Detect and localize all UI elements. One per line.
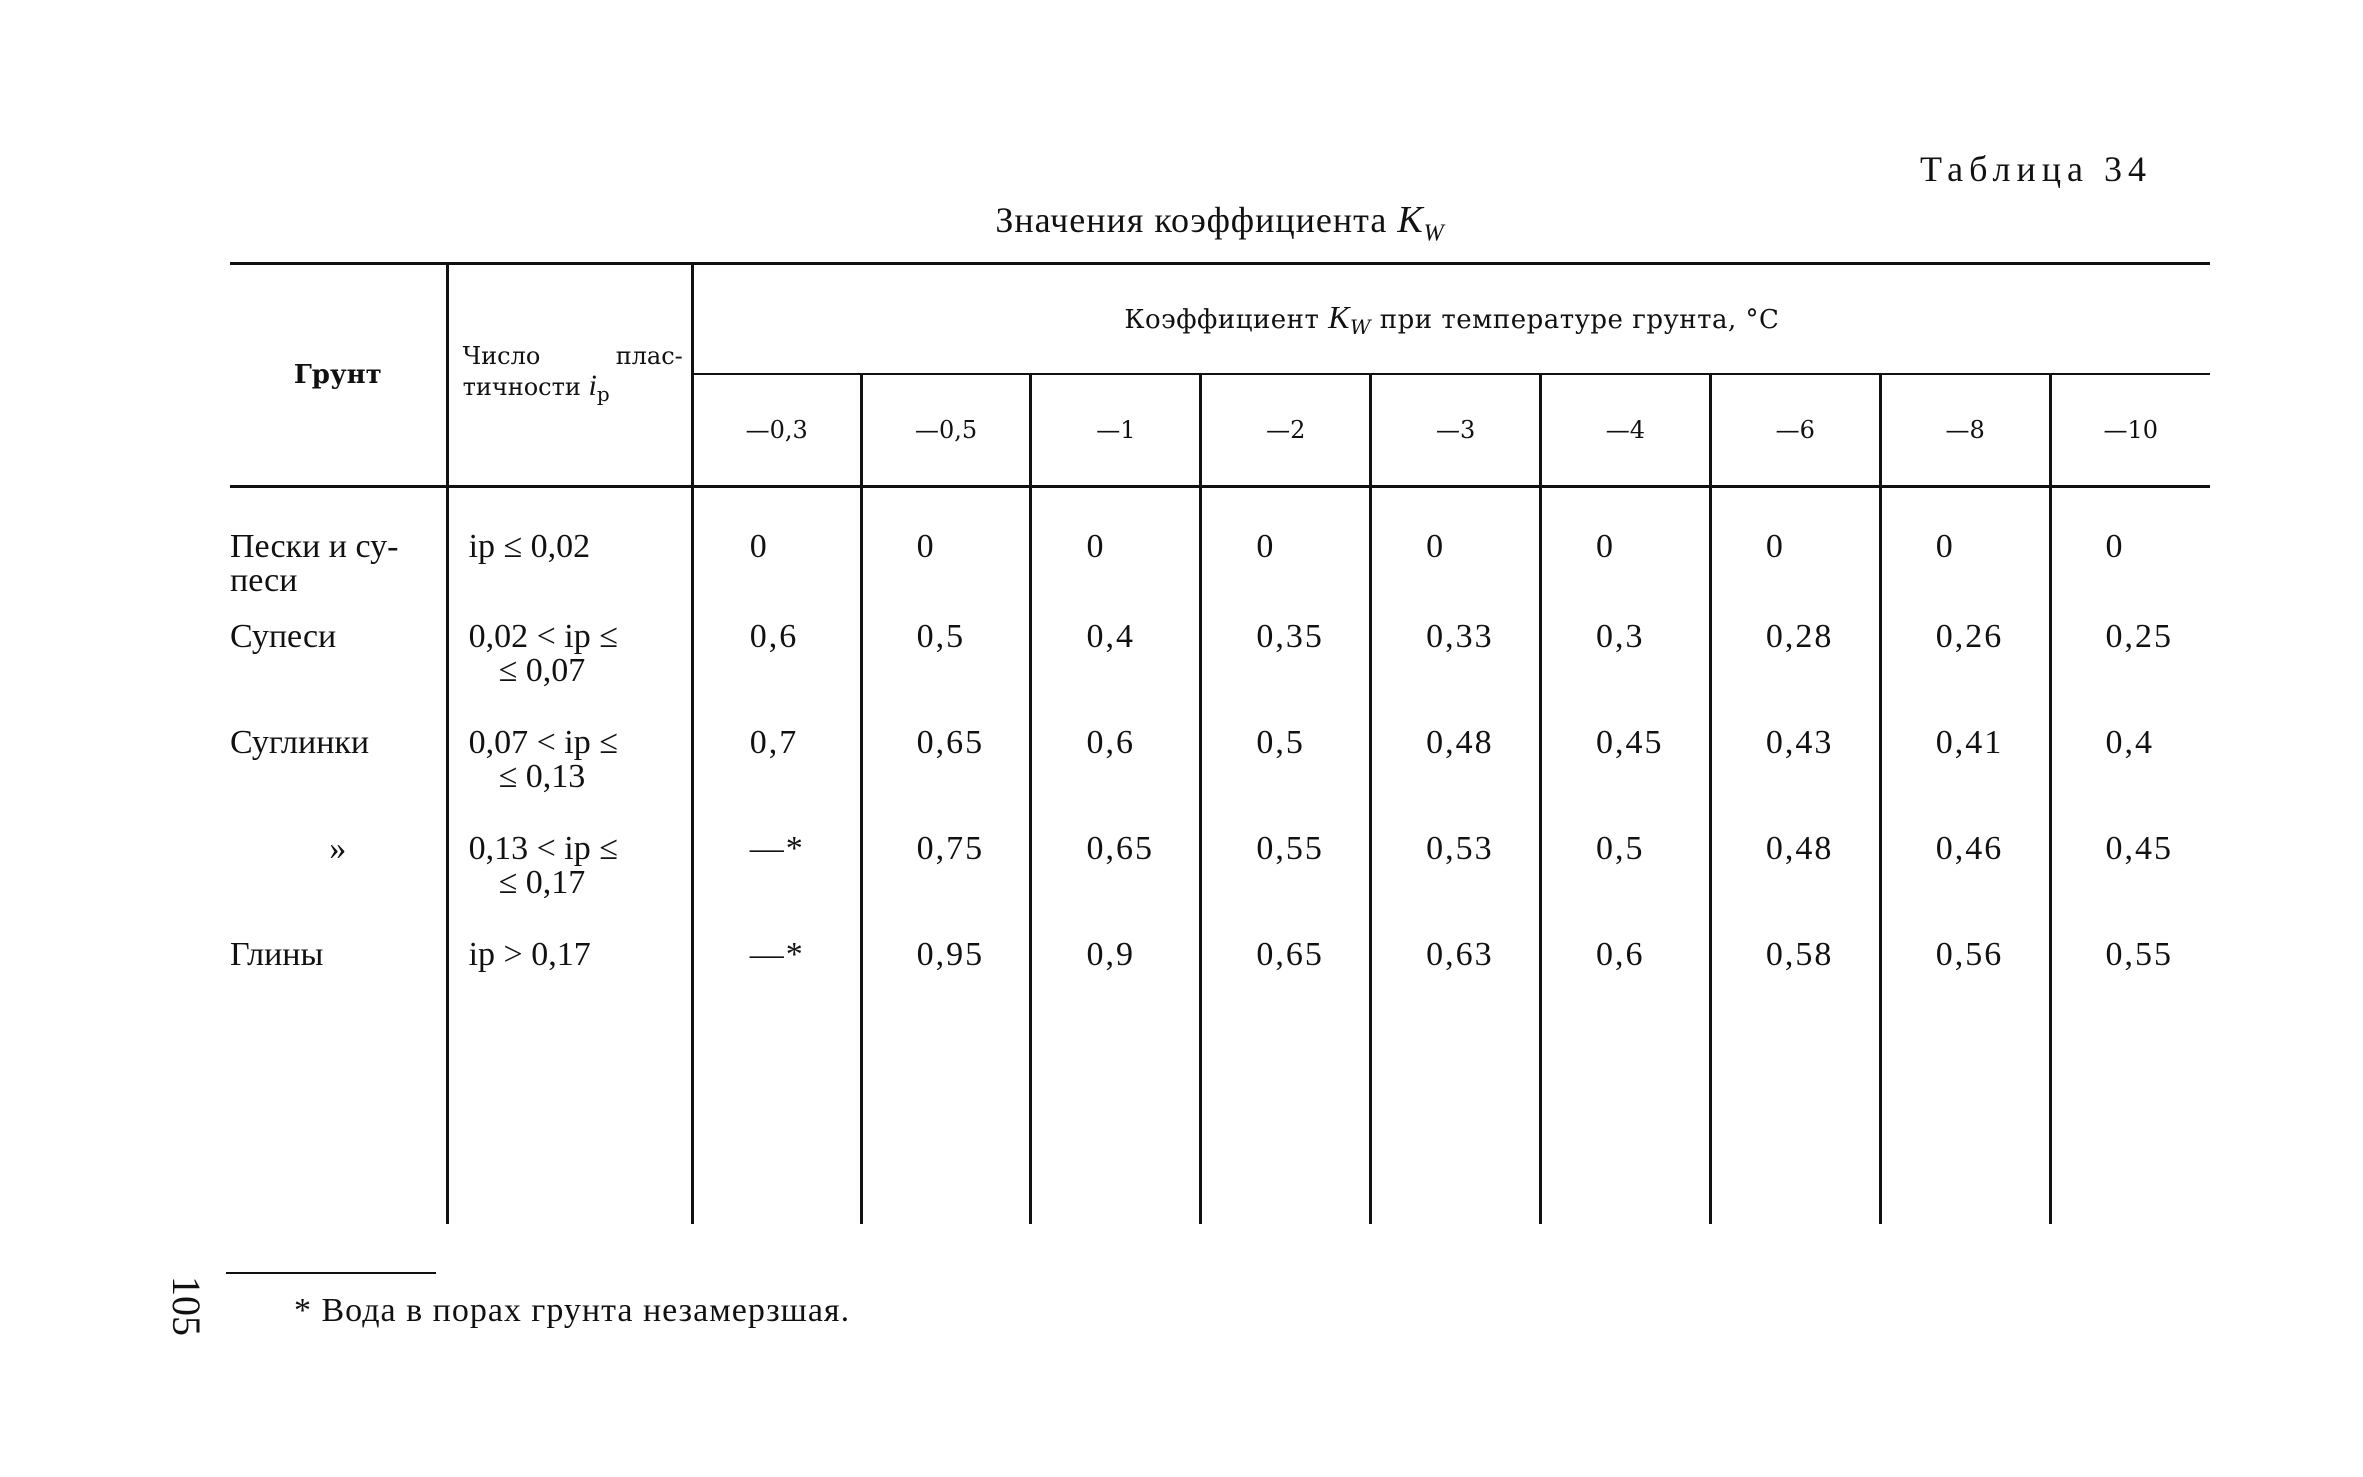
kw-symbol: $K_W$ <box>1397 199 1445 247</box>
cell-value: 0,43 <box>1710 726 1880 832</box>
cell-value: 0,45 <box>2105 830 2174 867</box>
cell-value: 0,65 <box>861 726 1031 832</box>
header-plasticity-line2: тичности <box>462 373 589 402</box>
header-temp-7: —8 <box>1880 374 2050 487</box>
cell-value: 0,56 <box>1880 938 2050 1044</box>
table-title <box>0 198 2363 248</box>
footnote-divider <box>226 1272 436 1274</box>
header-temp-2: —1 <box>1031 374 1201 487</box>
cell-value: 0,7 <box>692 726 861 832</box>
cell-soil: Глины <box>230 938 447 1044</box>
cell-empty <box>1201 1044 1371 1224</box>
cell-value: 0,65 <box>1031 832 1201 938</box>
header-plasticity-subscript: р <box>596 381 610 406</box>
cell-value: 0 <box>861 487 1031 621</box>
cell-empty <box>1031 1044 1201 1224</box>
cell-value: 0,33 <box>1371 620 1541 726</box>
header-soil: Грунт <box>230 264 447 487</box>
cell-value: —* <box>692 938 861 1044</box>
cell-empty <box>692 1044 861 1224</box>
table-row <box>230 726 2210 832</box>
cell-value: 0 <box>2105 528 2125 565</box>
header-temp-5: —4 <box>1541 374 1711 487</box>
cell-value: 0,5 <box>1201 726 1371 832</box>
cell-empty <box>1541 1044 1711 1224</box>
cell-value: 0,63 <box>1371 938 1541 1044</box>
cell-value: 0,46 <box>1880 832 2050 938</box>
table-row <box>230 832 2210 938</box>
cell-value: 0,48 <box>1710 832 1880 938</box>
cell-value: 0,6 <box>1031 726 1201 832</box>
cell-plasticity: 0,13 < iр ≤ ≤ 0,17 <box>447 832 692 938</box>
header-temp-0: —0,3 <box>692 374 861 487</box>
header-temp-3: —2 <box>1201 374 1371 487</box>
cell-soil: Пески и су- песи <box>230 487 447 621</box>
cell-value: 0,35 <box>1201 620 1371 726</box>
cell-empty <box>2050 1044 2210 1224</box>
cell-value: 0,45 <box>1541 726 1711 832</box>
cell-value: 0 <box>692 487 861 621</box>
cell-value: 0,55 <box>2105 936 2174 973</box>
page-number: 105 <box>164 1276 209 1336</box>
cell-empty <box>230 1044 447 1224</box>
coefficient-table <box>230 262 2210 1224</box>
table-row <box>230 487 2210 621</box>
header-temp-6: —6 <box>1710 374 1880 487</box>
header-temp-8: —10 <box>2050 374 2210 487</box>
cell-value: —* <box>692 832 861 938</box>
coefficient-table-wrapper <box>230 262 2210 1224</box>
cell-plasticity: iр ≤ 0,02 <box>447 487 692 621</box>
cell-plasticity: 0,07 < iр ≤ ≤ 0,13 <box>447 726 692 832</box>
cell-empty <box>1371 1044 1541 1224</box>
cell-value: 0,5 <box>861 620 1031 726</box>
cell-empty <box>1710 1044 1880 1224</box>
cell-value: 0,55 <box>1201 832 1371 938</box>
cell-value: 0,4 <box>2105 724 2155 761</box>
cell-value: 0,95 <box>861 938 1031 1044</box>
header-temperature-group: Коэффициент $K_W$ при температуре грунта, °С <box>692 264 2210 375</box>
header-plasticity <box>447 264 692 487</box>
cell-value: 0,28 <box>1710 620 1880 726</box>
cell-value: 0,26 <box>1880 620 2050 726</box>
cell-value: 0,25 <box>2105 618 2174 655</box>
cell-value: 0,4 <box>1031 620 1201 726</box>
table-title-text: Значения коэффициента <box>995 200 1398 240</box>
cell-value: 0,41 <box>1880 726 2050 832</box>
cell-value: 0,48 <box>1371 726 1541 832</box>
cell-plasticity: iр > 0,17 <box>447 938 692 1044</box>
cell-value: 0,6 <box>692 620 861 726</box>
cell-value: 0,3 <box>1541 620 1711 726</box>
cell-value: 0,5 <box>1541 832 1711 938</box>
cell-soil: Супеси <box>230 620 447 726</box>
cell-plasticity: 0,02 < iр ≤ ≤ 0,07 <box>447 620 692 726</box>
cell-value: 0,9 <box>1031 938 1201 1044</box>
cell-value: 0 <box>1541 487 1711 621</box>
cell-value: 0 <box>1710 487 1880 621</box>
cell-value: 0 <box>1371 487 1541 621</box>
cell-soil: » <box>230 832 447 938</box>
cell-value: 0,75 <box>861 832 1031 938</box>
cell-empty <box>861 1044 1031 1224</box>
cell-value: 0 <box>1031 487 1201 621</box>
table-spacer-row <box>230 1044 2210 1224</box>
cell-value: 0 <box>1201 487 1371 621</box>
cell-value: 0 <box>1880 487 2050 621</box>
table-row <box>230 938 2210 1044</box>
header-temp-1: —0,5 <box>861 374 1031 487</box>
header-plasticity-symbol: i <box>588 369 597 403</box>
table-label: Таблица 34 <box>1920 149 2152 189</box>
header-temp-4: —3 <box>1371 374 1541 487</box>
footnote: * Вода в порах грунта незамерзшая. <box>294 1292 851 1329</box>
cell-empty <box>1880 1044 2050 1224</box>
header-plasticity-line1a: Число <box>462 342 541 371</box>
cell-value: 0,58 <box>1710 938 1880 1044</box>
cell-value: 0,53 <box>1371 832 1541 938</box>
cell-soil: Суглинки <box>230 726 447 832</box>
cell-value: 0,65 <box>1201 938 1371 1044</box>
cell-value: 0,6 <box>1541 938 1711 1044</box>
table-row <box>230 620 2210 726</box>
header-plasticity-line1b: плас- <box>615 342 683 371</box>
cell-empty <box>447 1044 692 1224</box>
